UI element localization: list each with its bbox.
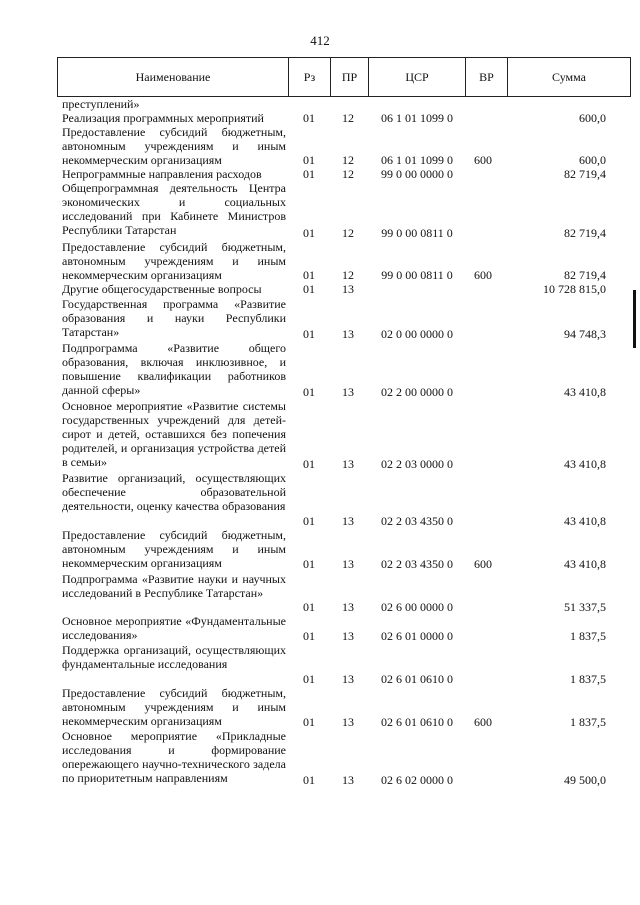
row-csr: 02 2 03 0000 0 [381, 457, 453, 471]
row-sum: 82 719,4 [564, 268, 606, 282]
table-header [57, 57, 631, 97]
row-name: Непрограммные направления расходов [62, 167, 262, 181]
row-sum: 43 410,8 [564, 385, 606, 399]
row-csr: 06 1 01 1099 0 [381, 111, 453, 125]
row-rz: 01 [303, 773, 315, 787]
row-name: Другие общегосударственные вопросы [62, 282, 262, 296]
row-name: Основное мероприятие «Фундаментальные исследования» [62, 614, 286, 642]
row-vr: 600 [474, 715, 492, 729]
row-csr: 02 2 03 4350 0 [381, 557, 453, 571]
row-rz: 01 [303, 327, 315, 341]
row-vr: 600 [474, 557, 492, 571]
row-sum: 600,0 [579, 153, 606, 167]
header-pr: ПР [331, 58, 369, 96]
row-name: Развитие организаций, осуществляющих обеспечение образовательной деятельности, оценку качества образования [62, 471, 286, 513]
row-pr: 13 [342, 282, 354, 296]
row-sum: 82 719,4 [564, 226, 606, 240]
row-rz: 01 [303, 457, 315, 471]
row-rz: 01 [303, 514, 315, 528]
row-name: Подпрограмма «Развитие науки и научных исследований в Республике Татарстан» [62, 572, 286, 600]
row-pr: 13 [342, 385, 354, 399]
row-rz: 01 [303, 385, 315, 399]
row-csr: 99 0 00 0000 0 [381, 167, 453, 181]
row-sum: 49 500,0 [564, 773, 606, 787]
row-rz: 01 [303, 629, 315, 643]
row-name: Реализация программных мероприятий [62, 111, 264, 125]
row-name: Предоставление субсидий бюджетным, автономным учреждениям и иным некоммерческим организациям [62, 528, 286, 570]
row-pr: 13 [342, 514, 354, 528]
row-name: Общепрограммная деятельность Центра экономических и социальных исследований при Кабинете Министров Республики Татарстан [62, 181, 286, 237]
row-rz: 01 [303, 153, 315, 167]
row-name: Основное мероприятие «Прикладные исследования и формирование опережающего научно-технического задела по приоритетным направлениям [62, 729, 286, 785]
row-csr: 02 6 01 0610 0 [381, 715, 453, 729]
row-pr: 12 [342, 111, 354, 125]
row-sum: 600,0 [579, 111, 606, 125]
row-sum: 10 728 815,0 [543, 282, 606, 296]
row-rz: 01 [303, 672, 315, 686]
row-pr: 13 [342, 773, 354, 787]
page-edge-mark [633, 290, 636, 348]
row-rz: 01 [303, 111, 315, 125]
row-pr: 12 [342, 226, 354, 240]
row-sum: 94 748,3 [564, 327, 606, 341]
row-csr: 02 2 03 4350 0 [381, 514, 453, 528]
row-csr: 02 6 00 0000 0 [381, 600, 453, 614]
row-name: Основное мероприятие «Развитие системы государственных учреждений для детей-сирот и детей, оставшихся без попечения родителей, и организация устройства детей в семьи» [62, 399, 286, 469]
row-csr: 02 6 01 0610 0 [381, 672, 453, 686]
row-pr: 13 [342, 327, 354, 341]
header-sum: Сумма [552, 69, 586, 84]
row-pr: 13 [342, 672, 354, 686]
row-sum: 82 719,4 [564, 167, 606, 181]
row-rz: 01 [303, 226, 315, 240]
row-sum: 1 837,5 [570, 629, 606, 643]
row-rz: 01 [303, 557, 315, 571]
row-rz: 01 [303, 268, 315, 282]
row-sum: 1 837,5 [570, 715, 606, 729]
row-pr: 13 [342, 557, 354, 571]
row-pr: 12 [342, 268, 354, 282]
header-vr: ВР [466, 58, 508, 96]
row-rz: 01 [303, 167, 315, 181]
row-csr: 06 1 01 1099 0 [381, 153, 453, 167]
row-name: Государственная программа «Развитие образования и науки Республики Татарстан» [62, 297, 286, 339]
row-pr: 13 [342, 715, 354, 729]
row-pr: 12 [342, 167, 354, 181]
row-csr: 02 6 01 0000 0 [381, 629, 453, 643]
row-pr: 13 [342, 457, 354, 471]
row-csr: 99 0 00 0811 0 [381, 268, 453, 282]
page-number: 412 [310, 33, 330, 48]
row-sum: 43 410,8 [564, 457, 606, 471]
row-pr: 13 [342, 629, 354, 643]
row-name: преступлений» [62, 97, 140, 111]
row-csr: 02 0 00 0000 0 [381, 327, 453, 341]
header-rz: Рз [289, 58, 331, 96]
row-csr: 02 2 00 0000 0 [381, 385, 453, 399]
row-pr: 13 [342, 600, 354, 614]
row-name: Поддержка организаций, осуществляющих фундаментальные исследования [62, 643, 286, 671]
row-name: Подпрограмма «Развитие общего образования, включая инклюзивное, и повышение квалификации работников данной сферы» [62, 341, 286, 397]
header-csr: ЦСР [369, 58, 466, 96]
row-name: Предоставление субсидий бюджетным, автономным учреждениям и иным некоммерческим организациям [62, 125, 286, 167]
row-pr: 12 [342, 153, 354, 167]
row-sum: 43 410,8 [564, 557, 606, 571]
row-csr: 02 6 02 0000 0 [381, 773, 453, 787]
row-csr: 99 0 00 0811 0 [381, 226, 453, 240]
row-rz: 01 [303, 282, 315, 296]
header-name: Наименование [58, 58, 289, 96]
row-sum: 43 410,8 [564, 514, 606, 528]
row-name: Предоставление субсидий бюджетным, автономным учреждениям и иным некоммерческим организациям [62, 240, 286, 282]
row-sum: 51 337,5 [564, 600, 606, 614]
row-vr: 600 [474, 153, 492, 167]
row-sum: 1 837,5 [570, 672, 606, 686]
row-rz: 01 [303, 715, 315, 729]
row-name: Предоставление субсидий бюджетным, автономным учреждениям и иным некоммерческим организациям [62, 686, 286, 728]
row-rz: 01 [303, 600, 315, 614]
row-vr: 600 [474, 268, 492, 282]
